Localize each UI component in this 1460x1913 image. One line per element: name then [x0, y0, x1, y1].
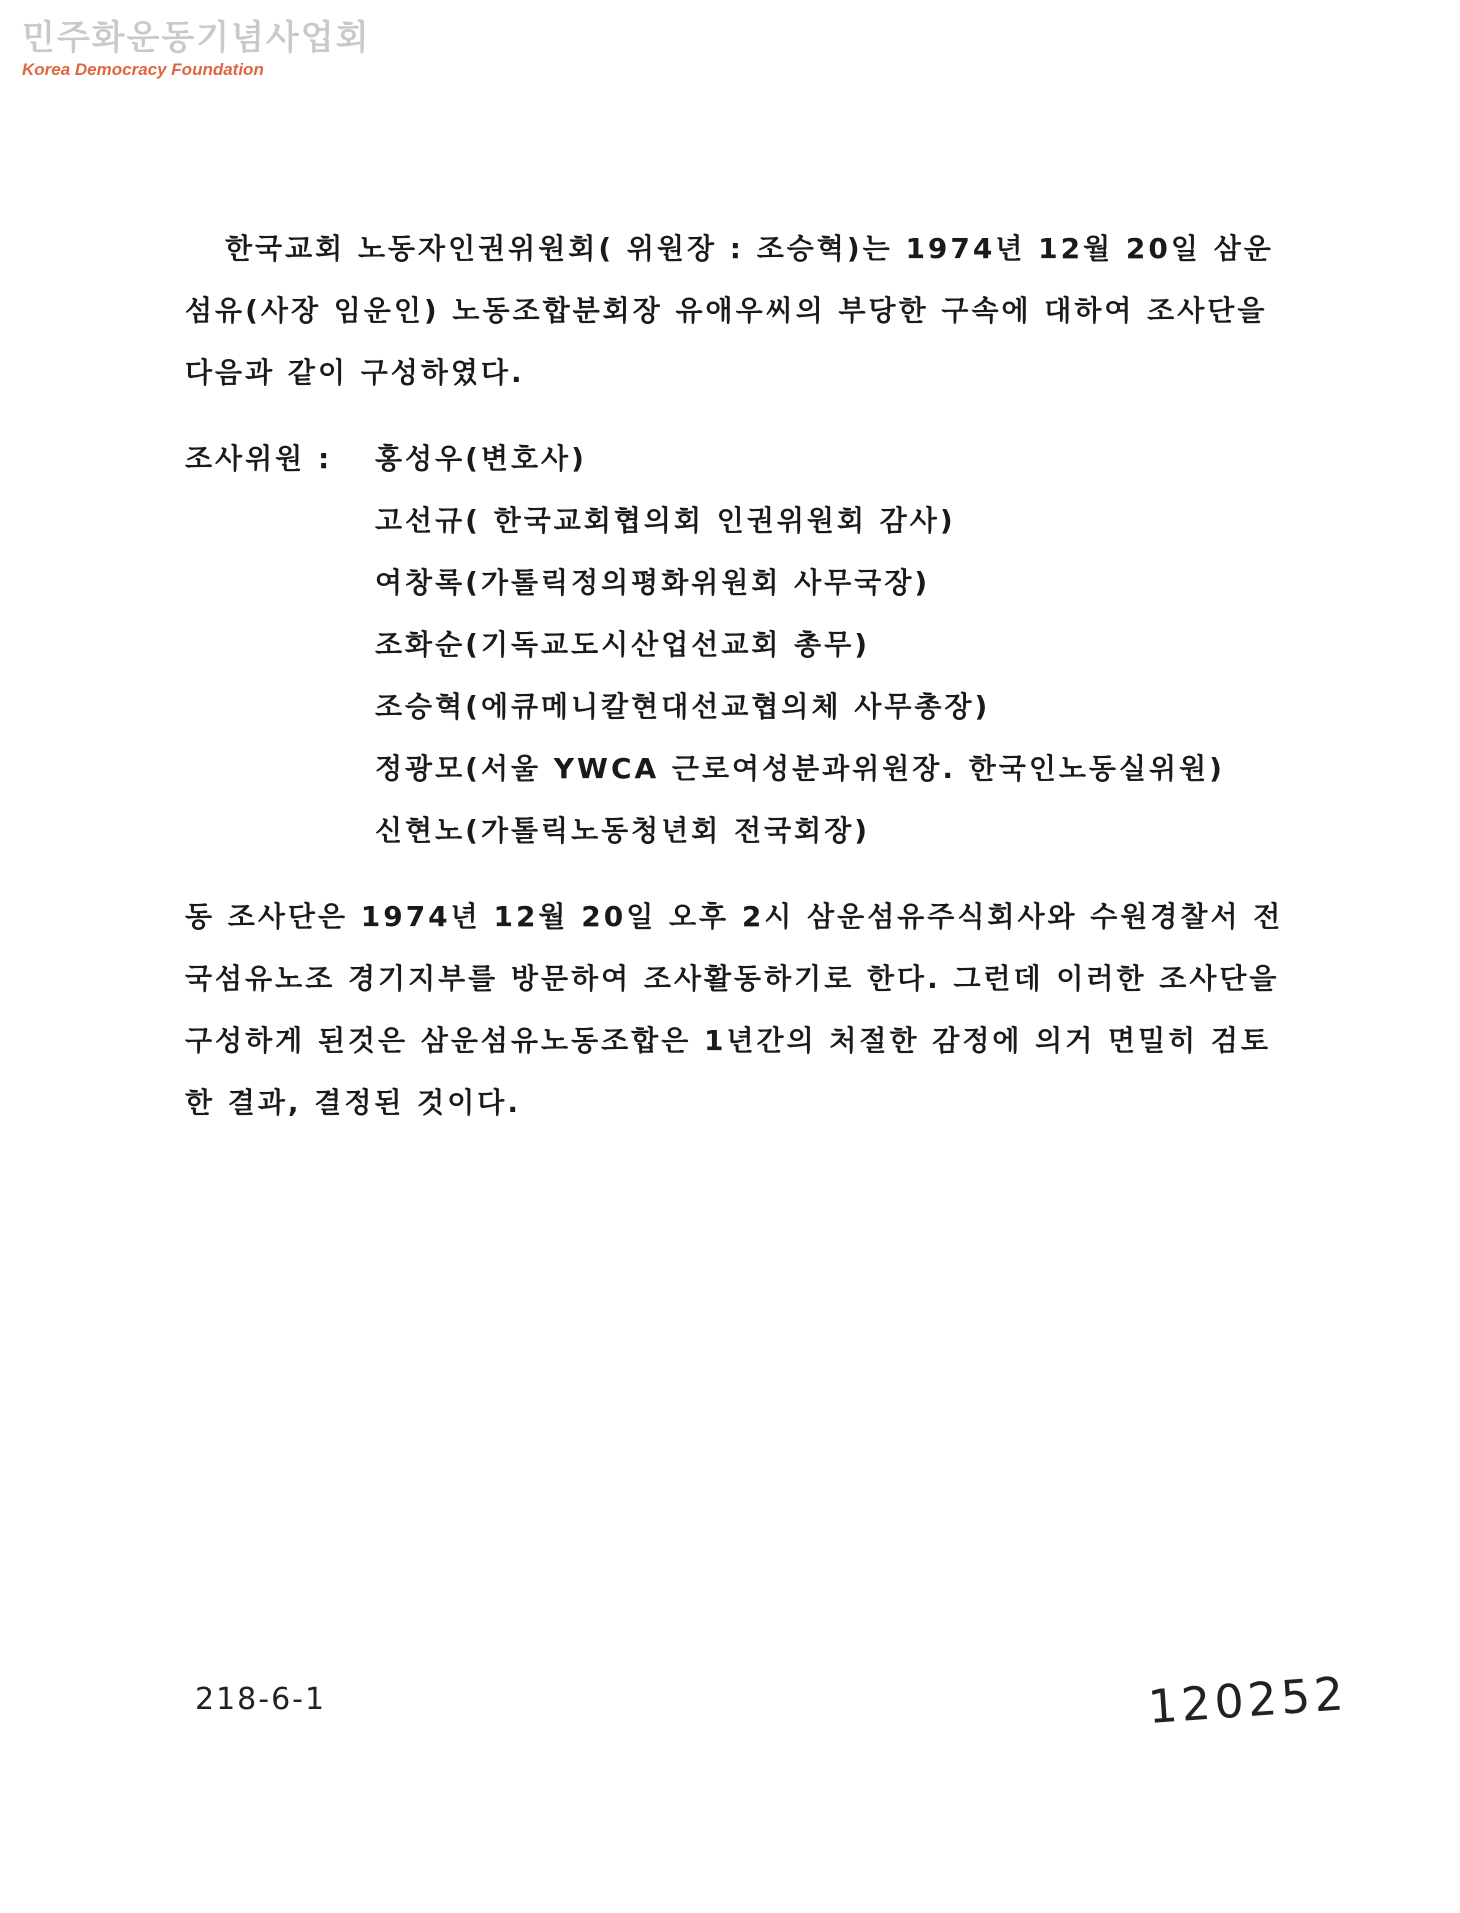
watermark-english: Korea Democracy Foundation: [22, 60, 264, 79]
watermark-korean: 민주화운동기념사업회: [22, 18, 371, 58]
member-row: [185, 426, 1335, 488]
member-row: [185, 612, 1335, 674]
handwritten-archive-code: 218-6-1: [195, 1682, 327, 1717]
member-name: 조승혁(에큐메니칼현대선교협의체 사무총장): [375, 690, 991, 723]
member-name: 홍성우(변호사): [375, 442, 587, 475]
member-name: 여창록(가톨릭정의평화위원회 사무국장): [375, 566, 931, 599]
intro-paragraph: 한국교회 노동자인권위원회( 위원장 : 조승혁)는 1974년 12월 20일 삼운 섬유(사장 임운인) 노동조합분회장 유애우씨의 부당한 구속에 대하여 조사단을 다음과 같이 구성하였다.: [185, 232, 1274, 389]
committee-members: [185, 426, 1335, 860]
member-name: 신현노(가톨릭노동청년회 전국회장): [375, 814, 871, 847]
member-name: 조화순(기독교도시산업선교회 총무): [375, 628, 871, 661]
member-row: [185, 736, 1335, 798]
member-name: 고선규( 한국교회협의회 인권위원회 감사): [375, 504, 956, 537]
foundation-watermark: [22, 18, 370, 80]
member-row: [185, 488, 1335, 550]
handwritten-document-number: 120252: [1146, 1666, 1350, 1734]
member-name: 정광모(서울 YWCA 근로여성분과위원장. 한국인노동실위원): [375, 752, 1225, 785]
member-row: [185, 550, 1335, 612]
closing-paragraph: 동 조사단은 1974년 12월 20일 오후 2시 삼운섬유주식회사와 수원경찰서 전국섬유노조 경기지부를 방문하여 조사활동하기로 한다. 그런데 이러한 조사단을 구성하게 된것은 삼운섬유노동조합은 1년간의 처절한 감정에 의거 면밀히 검토한 결과, 결정된 것이다.: [185, 900, 1284, 1119]
members-label: 조사위원 :: [185, 442, 333, 475]
member-row: [185, 798, 1335, 860]
member-row: [185, 674, 1335, 736]
